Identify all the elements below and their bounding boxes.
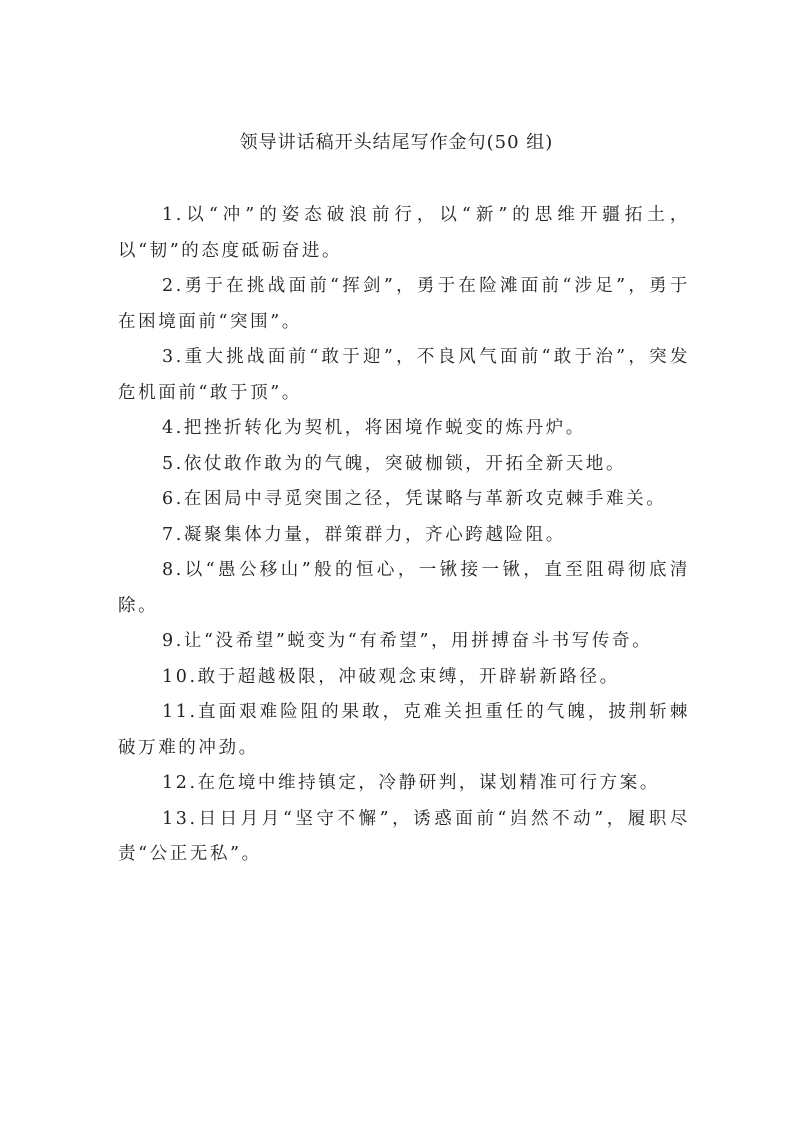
list-item: 6.在困局中寻觅突围之径，凭谋略与革新攻克棘手难关。 [162, 489, 667, 509]
list-item: 11.直面艰难险阻的果敢，克难关担重任的气魄，披荆斩棘破万难的冲劲。 [118, 702, 690, 758]
list-item: 12.在危境中维持镇定，冷静研判，谋划精准可行方案。 [162, 773, 660, 793]
list-item: 3.重大挑战面前“敢于迎”，不良风气面前“敢于治”，突发危机面前“敢于顶”。 [118, 347, 690, 403]
list-item: 1.以“冲”的姿态破浪前行，以“新”的思维开疆拓土，以“韧”的态度砥砺奋进。 [118, 205, 690, 261]
list-item: 2.勇于在挑战面前“挥剑”，勇于在险滩面前“涉足”，勇于在困境面前“突围”。 [118, 276, 690, 332]
list-item: 9.让“没希望”蜕变为“有希望”，用拼搏奋斗书写传奇。 [162, 631, 653, 651]
list-item: 5.依仗敢作敢为的气魄，突破枷锁，开拓全新天地。 [162, 453, 627, 474]
list-item: 13.日日月月“坚守不懈”，诱惑面前“岿然不动”，履职尽责“公正无私”。 [118, 808, 690, 864]
document-title: 领导讲话稿开头结尾写作金句(50 组) [239, 132, 554, 153]
list-item: 10.敢于超越极限，冲破观念束缚，开辟崭新路径。 [162, 666, 620, 687]
list-item: 7.凝聚集体力量，群策群力，齐心跨越险阻。 [162, 524, 566, 545]
list-item: 8.以“愚公移山”般的恒心，一锹接一锹，直至阻碍彻底清除。 [118, 560, 690, 616]
list-item: 4.把挫折转化为契机，将困境作蜕变的炼丹炉。 [162, 418, 586, 438]
document-body [118, 198, 690, 873]
